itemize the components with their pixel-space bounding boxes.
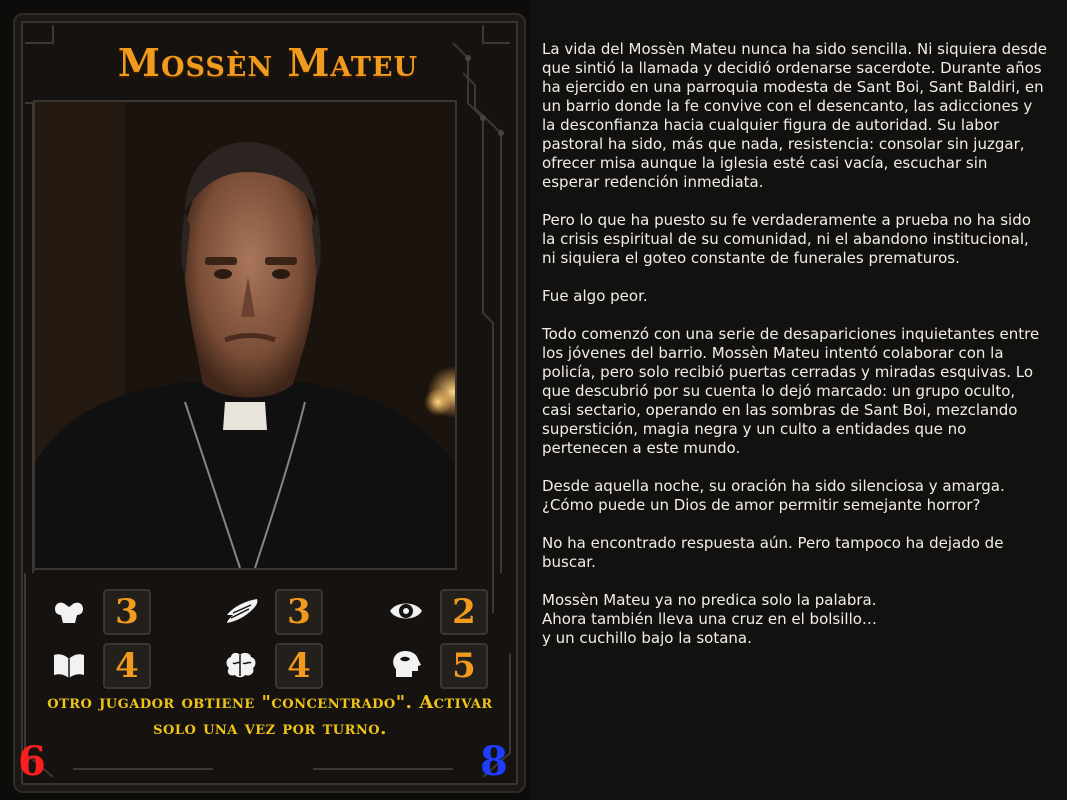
brain-icon bbox=[223, 647, 259, 683]
story-paragraph: Fue algo peor. bbox=[542, 287, 648, 305]
story-paragraph: Pero lo que ha puesto su fe verdaderamente a prueba no ha sido la crisis espiritual de su comunidad, ni el abandono institucional, ni siquiera el goteo constante de funerales prematuros. bbox=[542, 211, 1031, 267]
story-closing-line: Mossèn Mateu ya no predica solo la palabra. bbox=[542, 591, 877, 609]
stat-value-strength: 3 bbox=[103, 589, 151, 635]
head-profile-icon bbox=[388, 647, 424, 683]
story-closing-line: y un cuchillo bajo la sotana. bbox=[542, 629, 752, 647]
book-icon bbox=[51, 647, 87, 683]
character-card bbox=[0, 0, 530, 800]
eye-icon bbox=[388, 593, 424, 629]
corner-number-right: 8 bbox=[480, 738, 508, 785]
character-story bbox=[542, 40, 1047, 667]
story-closing-paragraph bbox=[542, 591, 1047, 648]
ability-line-1: otro jugador obtiene "concentrado". bbox=[47, 692, 413, 713]
stat-value-agility: 3 bbox=[275, 589, 323, 635]
story-closing-line: Ahora también lleva una cruz en el bolsillo… bbox=[542, 610, 877, 628]
stat-value-will: 4 bbox=[275, 643, 323, 689]
story-paragraph: No ha encontrado respuesta aún. Pero tampoco ha dejado de buscar. bbox=[542, 534, 1004, 571]
strength-icon bbox=[51, 593, 87, 629]
card-title: Mossèn Mateu bbox=[117, 40, 419, 85]
priest-portrait-image bbox=[33, 100, 457, 570]
stat-value-perception: 2 bbox=[440, 589, 488, 635]
card-ability-text bbox=[40, 690, 500, 742]
ability-line-2: Activar solo una vez por turno. bbox=[153, 692, 493, 739]
corner-number-left: 6 bbox=[18, 738, 46, 785]
story-paragraph: La vida del Mossèn Mateu nunca ha sido sencilla. Ni siquiera desde que sintió la llamada y decidió ordenarse sacerdote. Durante años ha ejercido en una parroquia modesta de Sant Boi, Sant Baldiri, en un barrio donde la fe convive con el desencanto, las adicciones y la desconfianza hacia cualquier figura de autoridad. Su labor pastoral ha sido, más que nada, resistencia: consolar sin juzgar, ofrecer misa aunque la iglesia esté casi vacía, escuchar sin esperar redención inmediata. bbox=[542, 40, 1047, 191]
story-paragraph: Desde aquella noche, su oración ha sido silenciosa y amarga. ¿Cómo puede un Dios de amor permitir semejante horror? bbox=[542, 477, 1005, 514]
stat-value-knowledge: 4 bbox=[103, 643, 151, 689]
stat-value-sanity: 5 bbox=[440, 643, 488, 689]
story-paragraph: Todo comenzó con una serie de desapariciones inquietantes entre los jóvenes del barrio. Mossèn Mateu intentó colaborar con la policía, pero solo recibió puertas cerradas y miradas esquivas. Lo que descubrió por su cuenta lo dejó marcado: un grupo oculto, casi sectario, operando en las sombras de Sant Boi, mezclando superstición, magia negra y un culto a entidades que no pertenecen a este mundo. bbox=[542, 325, 1040, 457]
wings-icon bbox=[223, 593, 259, 629]
